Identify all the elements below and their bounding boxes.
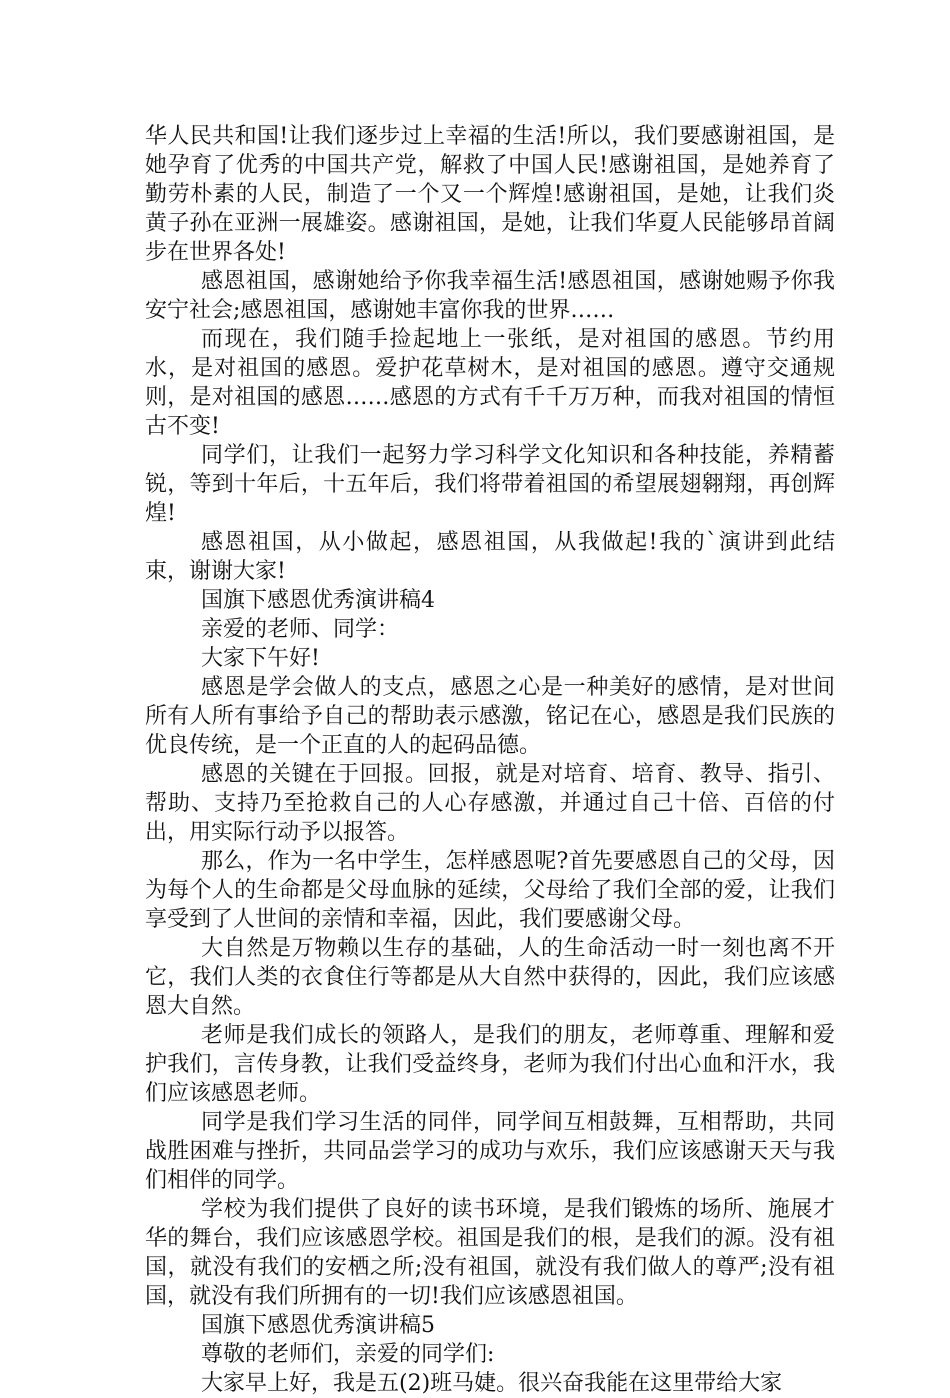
paragraph: 感恩祖国，感谢她给予你我幸福生活!感恩祖国，感谢她赐予你我安宁社会;感恩祖国，感谢她丰富你我的世界…… [145,269,835,323]
paragraph: 那么，作为一名中学生，怎样感恩呢?首先要感恩自己的父母，因为每个人的生命都是父母血脉的延续，父母给了我们全部的爱，让我们享受到了人世间的亲情和幸福，因此，我们要感谢父母。 [145,849,835,932]
salutation: 亲爱的老师、同学： [201,617,400,642]
salutation: 尊敬的老师们，亲爱的同学们: [201,1342,495,1367]
paragraph: 大家早上好，我是五(2)班马婕。很兴奋我能在这里带给大家 [201,1371,783,1396]
section-heading: 国旗下感恩优秀演讲稿5 [201,1313,435,1338]
paragraph: 学校为我们提供了良好的读书环境，是我们锻炼的场所、施展才华的舞台，我们应该感恩学校。祖国是我们的根，是我们的源。没有祖国，就没有我们的安栖之所;没有祖国，就没有我们做人的尊严;没有祖国，就没有我们所拥有的一切!我们应该感恩祖国。 [145,1197,835,1309]
paragraph: 老师是我们成长的领路人，是我们的朋友，老师尊重、理解和爱护我们，言传身教，让我们受益终身，老师为我们付出心血和汗水，我们应该感恩老师。 [145,1023,835,1106]
paragraph: 大自然是万物赖以生存的基础，人的生命活动一时一刻也离不开它，我们人类的衣食住行等都是从大自然中获得的，因此，我们应该感恩大自然。 [145,936,835,1019]
paragraph: 感恩的关键在于回报。回报，就是对培育、培育、教导、指引、帮助、支持乃至抢救自己的人心存感激，并通过自己十倍、百倍的付出，用实际行动予以报答。 [145,762,835,845]
paragraph: 同学们，让我们一起努力学习科学文化知识和各种技能，养精蓄锐，等到十年后，十五年后，我们将带着祖国的希望展翅翱翔，再创辉煌! [145,443,835,526]
document-body [145,122,835,1398]
greeting: 大家下午好! [201,646,320,671]
section-heading: 国旗下感恩优秀演讲稿4 [201,588,435,613]
paragraph: 感恩祖国，从小做起，感恩祖国，从我做起!我的`演讲到此结束，谢谢大家! [145,530,835,584]
paragraph: 而现在，我们随手捡起地上一张纸，是对祖国的感恩。节约用水，是对祖国的感恩。爱护花草树木，是对祖国的感恩。遵守交通规则，是对祖国的感恩……感恩的方式有千千万万种，而我对祖国的情恒古不变! [145,327,835,439]
paragraph: 同学是我们学习生活的同伴，同学间互相鼓舞，互相帮助，共同战胜困难与挫折，共同品尝学习的成功与欢乐，我们应该感谢天天与我们相伴的同学。 [145,1110,835,1193]
paragraph-continuation: 华人民共和国!让我们逐步过上幸福的生活!所以，我们要感谢祖国，是她孕育了优秀的中国共产党，解救了中国人民!感谢祖国，是她养育了勤劳朴素的人民，制造了一个又一个辉煌!感谢祖国，是她，让我们炎黄子孙在亚洲一展雄姿。感谢祖国，是她，让我们华夏人民能够昂首阔步在世界各处! [145,124,835,265]
paragraph: 感恩是学会做人的支点，感恩之心是一种美好的感情，是对世间所有人所有事给予自己的帮助表示感激，铭记在心，感恩是我们民族的优良传统，是一个正直的人的起码品德。 [145,675,835,758]
